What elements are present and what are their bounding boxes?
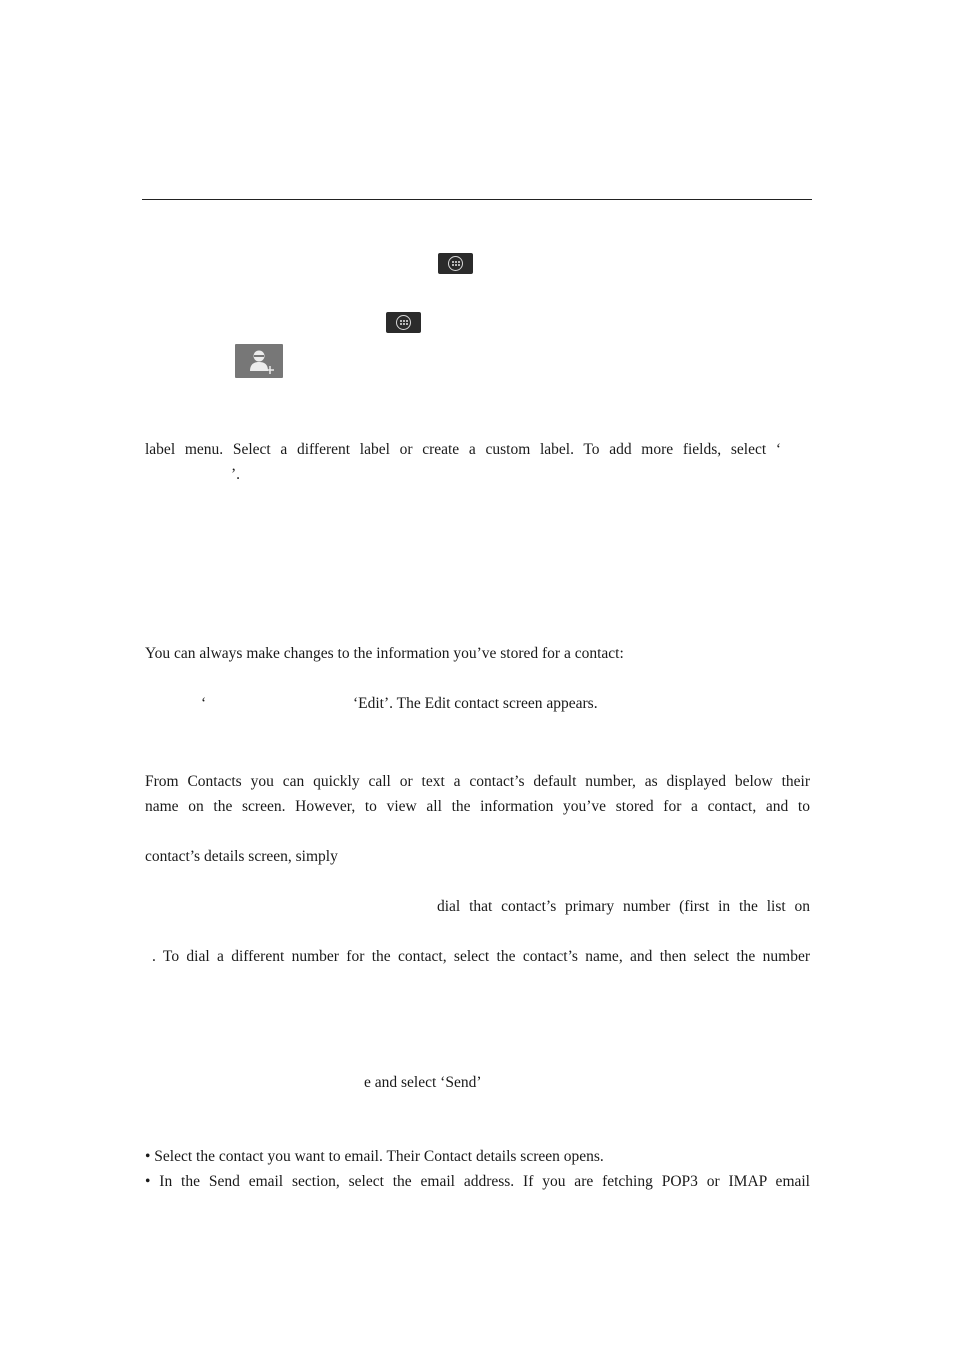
label-menu-text: label menu. Select a different label or create a custom label. To add more fields, select ‘ <box>145 441 781 458</box>
from-contacts-text: From Contacts you can quickly call or text a contact’s default number, as displayed below their <box>145 773 810 790</box>
close-quote-text: ’. <box>231 466 241 483</box>
header-rule <box>142 199 812 200</box>
bullet-send-email: • In the Send email section, select the email address. If you are fetching POP3 or IMAP email <box>145 1173 810 1190</box>
name-on-screen-text: name on the screen. However, to view all the information you’ve stored for a contact, and to <box>145 798 810 815</box>
all-apps-icon <box>386 312 421 333</box>
all-apps-icon <box>438 253 473 274</box>
details-screen-text: contact’s details screen, simply <box>145 848 338 865</box>
edit-appears-text: ‘Edit’. The Edit contact screen appears. <box>353 695 598 712</box>
bullet-select-contact: • Select the contact you want to email. Their Contact details screen opens. <box>145 1148 604 1165</box>
edit-open-quote: ‘ <box>201 695 207 712</box>
add-contact-icon <box>235 344 283 378</box>
dial-primary-text: dial that contact’s primary number (first in the list on <box>437 898 810 915</box>
dial-different-text: . To dial a different number for the contact, select the contact’s name, and then select the number <box>152 948 810 965</box>
send-text: e and select ‘Send’ <box>364 1074 482 1091</box>
always-changes-text: You can always make changes to the information you’ve stored for a contact: <box>145 645 624 662</box>
